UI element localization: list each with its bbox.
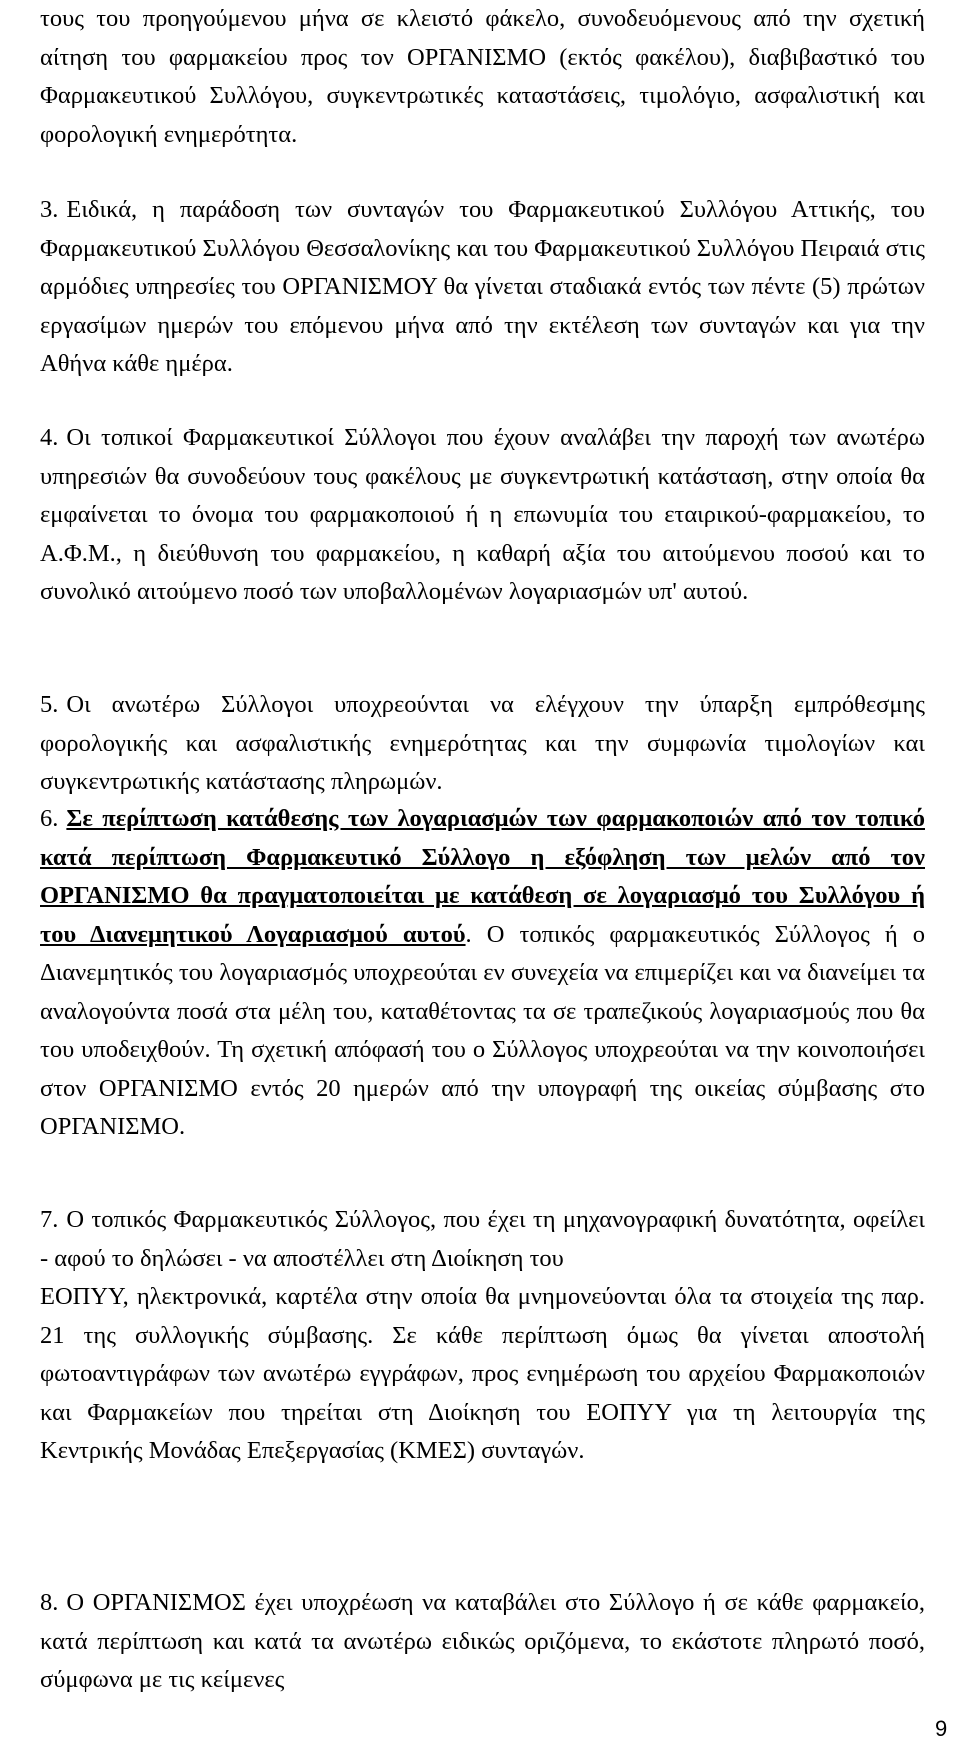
item-number: 5.: [40, 691, 59, 718]
item-number: 8.: [40, 1589, 59, 1616]
item-text: Οι τοπικοί Φαρμακευτικοί Σύλλογοι που έχουν αναλάβει την παροχή των ανωτέρω υπηρεσιών θα συνοδεύουν τους φακέλους με συγκεντρωτική κατάσταση, στην οποία θα εμφαίνεται το όνομα του φαρμακοποιού ή η επωνυμία του εταιρικού-φαρμακείου, το Α.Φ.Μ., η διεύθυνση του φαρμακείου, η καθαρή αξία του αιτούμενου ποσού και το συνολικό αιτούμενο ποσό των υποβαλλομένων λογαριασμών υπ' αυτού.: [40, 424, 925, 605]
list-item-6: [40, 800, 925, 1147]
item-number: 3.: [40, 196, 59, 223]
intro-text: τους του προηγούμενου μήνα σε κλειστό φάκελο, συνοδευόμενους από την σχετική αίτηση του φαρμακείου προς τον ΟΡΓΑΝΙΣΜΟ (εκτός φακέλου), διαβιβαστικό του Φαρμακευτικού Συλλόγου, συγκεντρωτικές καταστάσεις, τιμολόγιο, ασφαλιστική και φορολογική ενημερότητα.: [40, 5, 925, 148]
item-bold-underlined-text: Σε περίπτωση κατάθεσης των λογαριασμών των φαρμακοποιών από τον τοπικό κατά περίπτωση Φαρμακευτικό Σύλλογο η εξόφληση των μελών από τον ΟΡΓΑΝΙΣΜΟ θα πραγματοποιείται με κατάθεση σε λογαριασμό του Συλλόγου ή του Διανεμητικού Λογαριασμού αυτού: [40, 805, 925, 948]
item-text: Ο ΟΡΓΑΝΙΣΜΟΣ έχει υποχρέωση να καταβάλει στο Σύλλογο ή σε κάθε φαρμακείο, κατά περίπτωση και κατά τα ανωτέρω ειδικώς οριζόμενα, το εκάστοτε πληρωτό ποσό, σύμφωνα με τις κείμενες: [40, 1589, 925, 1693]
item-text-part-2: ΕΟΠΥΥ, ηλεκτρονικά, καρτέλα στην οποία θα μνημονεύονται όλα τα στοιχεία της παρ. 21 της συλλογικής σύμβασης. Σε κάθε περίπτωση όμως θα γίνεται αποστολή φωτοαντιγράφων των ανωτέρω εγγράφων, προς ενημέρωση του αρχείου Φαρμακοποιών και Φαρμακείων που τηρείται στη Διοίκηση του ΕΟΠΥΥ για τη λειτουργία της Κεντρικής Μονάδας Επεξεργασίας (ΚΜΕΣ) συνταγών.: [40, 1283, 925, 1464]
list-item-7: [40, 1201, 925, 1471]
list-item-4: [40, 419, 925, 612]
item-number: 4.: [40, 424, 59, 451]
item-number: 7.: [40, 1206, 59, 1233]
list-item-3: [40, 191, 925, 384]
item-text-part-1: Ο τοπικός Φαρμακευτικός Σύλλογος, που έχει τη μηχανογραφική δυνατότητα, οφείλει - αφού το δηλώσει - να αποστέλλει στη Διοίκηση του: [40, 1206, 925, 1272]
page-number: 9: [935, 1716, 948, 1741]
item-text: Οι ανωτέρω Σύλλογοι υποχρεούνται να ελέγχουν την ύπαρξη εμπρόθεσμης φορολογικής και ασφαλιστικής ενημερότητας και την συμφωνία τιμολογίων και συγκεντρωτικής κατάστασης πληρωμών.: [40, 691, 925, 795]
item-text: . Ο τοπικός φαρμακευτικός Σύλλογος ή ο Διανεμητικός του λογαριασμός υποχρεούται εν συνεχεία να επιμερίζει και να διανείμει τα αναλογούντα ποσά στα μέλη του, καταθέτοντας τα σε τραπεζικούς λογαριασμούς που θα του υποδειχθούν. Τη σχετική απόφασή του ο Σύλλογος υποχρεούται να την κοινοποιήσει στον ΟΡΓΑΝΙΣΜΟ εντός 20 ημερών από την υπογραφή της οικείας σύμβασης στο ΟΡΓΑΝΙΣΜΟ.: [40, 920, 926, 1140]
list-item-5: [40, 686, 925, 802]
list-item-8: [40, 1584, 925, 1700]
intro-paragraph: [40, 0, 925, 154]
item-text: Ειδικά, η παράδοση των συνταγών του Φαρμακευτικού Συλλόγου Αττικής, του Φαρμακευτικού Συλλόγου Θεσσαλονίκης και του Φαρμακευτικού Συλλόγου Πειραιά στις αρμόδιες υπηρεσίες του ΟΡΓΑΝΙΣΜΟΥ θα γίνεται σταδιακά εντός των πέντε (5) πρώτων εργασίμων ημερών του επόμενου μήνα από την εκτέλεση των συνταγών και για την Αθήνα κάθε ημέρα.: [40, 196, 925, 377]
item-number: 6.: [40, 805, 59, 832]
